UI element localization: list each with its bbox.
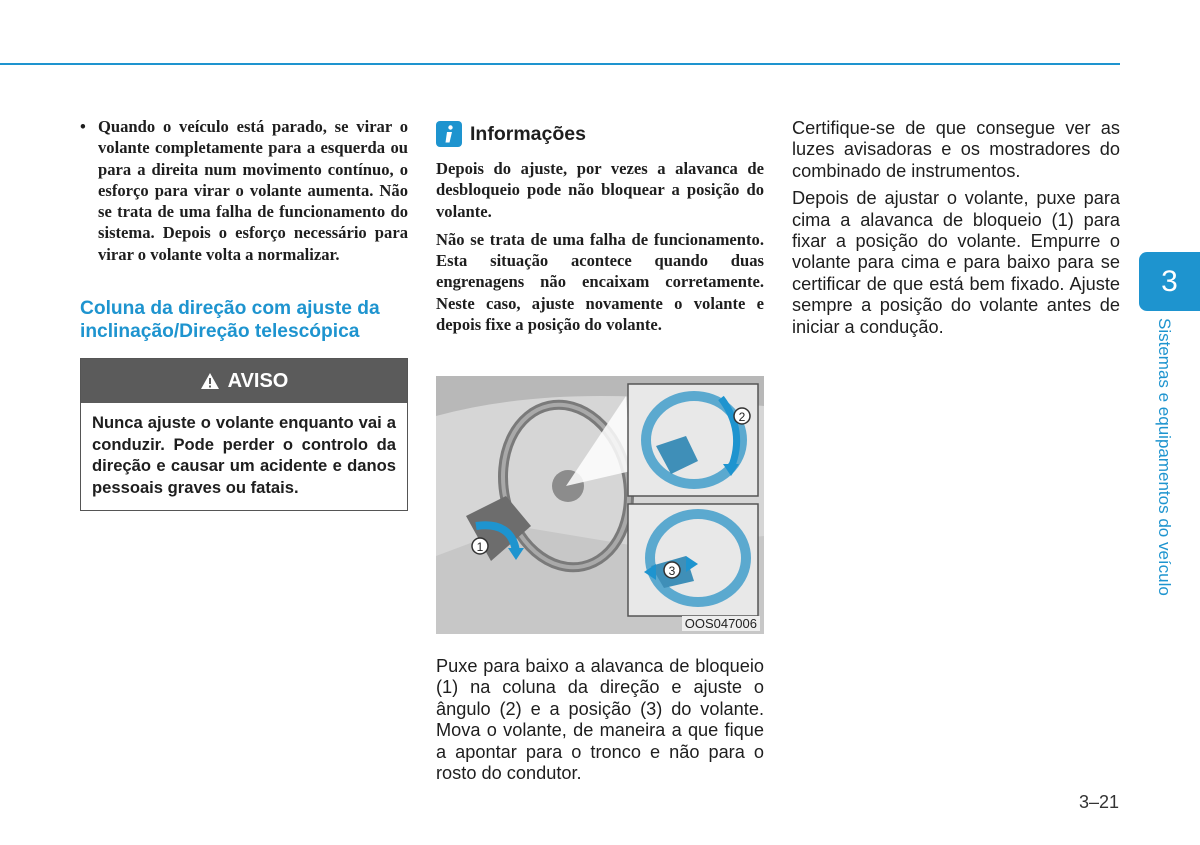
figure-code: OOS047006 bbox=[682, 616, 760, 631]
chapter-title: Sistemas e equipamentos do veículo bbox=[1155, 318, 1174, 596]
middle-column bbox=[436, 120, 764, 335]
section-heading: Coluna da direção com ajuste da inclinação/Direção telescópica bbox=[80, 298, 380, 342]
info-title: Informações bbox=[470, 122, 586, 145]
warning-triangle-icon bbox=[200, 372, 220, 390]
steering-wheel-illustration bbox=[436, 376, 764, 634]
left-column bbox=[80, 116, 408, 511]
callout-2: 2 bbox=[738, 410, 746, 424]
bullet-text: Quando o veículo está parado, se virar o volante completamente para a esquerda ou para a direita num movimento contínuo, o esforço para virar o volante aumenta. Não se trata de uma falha de funcionamento do sistema. Depois o esforço necessário para virar o volante volta a normalizar. bbox=[98, 117, 408, 264]
info-paragraph-2: Não se trata de uma falha de funcionamento. Esta situação acontece quando duas engrenagens não encaixam corretamente. Neste caso, ajuste novamente o volante e depois fixe a posição do volante. bbox=[436, 229, 764, 335]
steering-wheel-drawing bbox=[436, 376, 764, 634]
paragraph-lock-wheel: Depois de ajustar o volante, puxe para cima a alavanca de bloqueio (1) para fixar a posição do volante. Empurre o volante para cima e para baixo para se certificar de que está bem fixado. Ajuste sempre a posição do volante antes de iniciar a condução. bbox=[792, 188, 1120, 337]
info-icon bbox=[436, 121, 462, 147]
info-header bbox=[436, 120, 764, 148]
info-paragraph-1: Depois do ajuste, por vezes a alavanca de desbloqueio pode não bloquear a posição do volante. bbox=[436, 159, 764, 221]
top-rule bbox=[0, 63, 1120, 65]
callout-1: 1 bbox=[476, 540, 484, 554]
warning-box bbox=[80, 358, 408, 511]
page-number: 3–21 bbox=[1079, 792, 1120, 812]
right-column bbox=[792, 118, 1120, 344]
warning-text: Nunca ajuste o volante enquanto vai a conduzir. Pode perder o controlo da direção e causar um acidente e danos pessoais graves ou fatais. bbox=[92, 413, 396, 497]
bullet-dot: • bbox=[80, 117, 86, 136]
callout-3: 3 bbox=[668, 564, 676, 578]
adjustment-instructions: Puxe para baixo a alavanca de bloqueio (1) na coluna da direção e ajuste o ângulo (2) e a posição (3) do volante. Mova o volante, de maneira a que fique a apontar para o tronco e não para o rosto do condutor. bbox=[436, 656, 764, 784]
bullet-item bbox=[80, 116, 408, 265]
chapter-number-tab: 3 bbox=[1139, 252, 1200, 311]
paragraph-check-lights: Certifique-se de que consegue ver as luzes avisadoras e os mostradores do combinado de instrumentos. bbox=[792, 118, 1120, 181]
warning-header bbox=[81, 359, 407, 403]
warning-title: AVISO bbox=[227, 369, 289, 392]
